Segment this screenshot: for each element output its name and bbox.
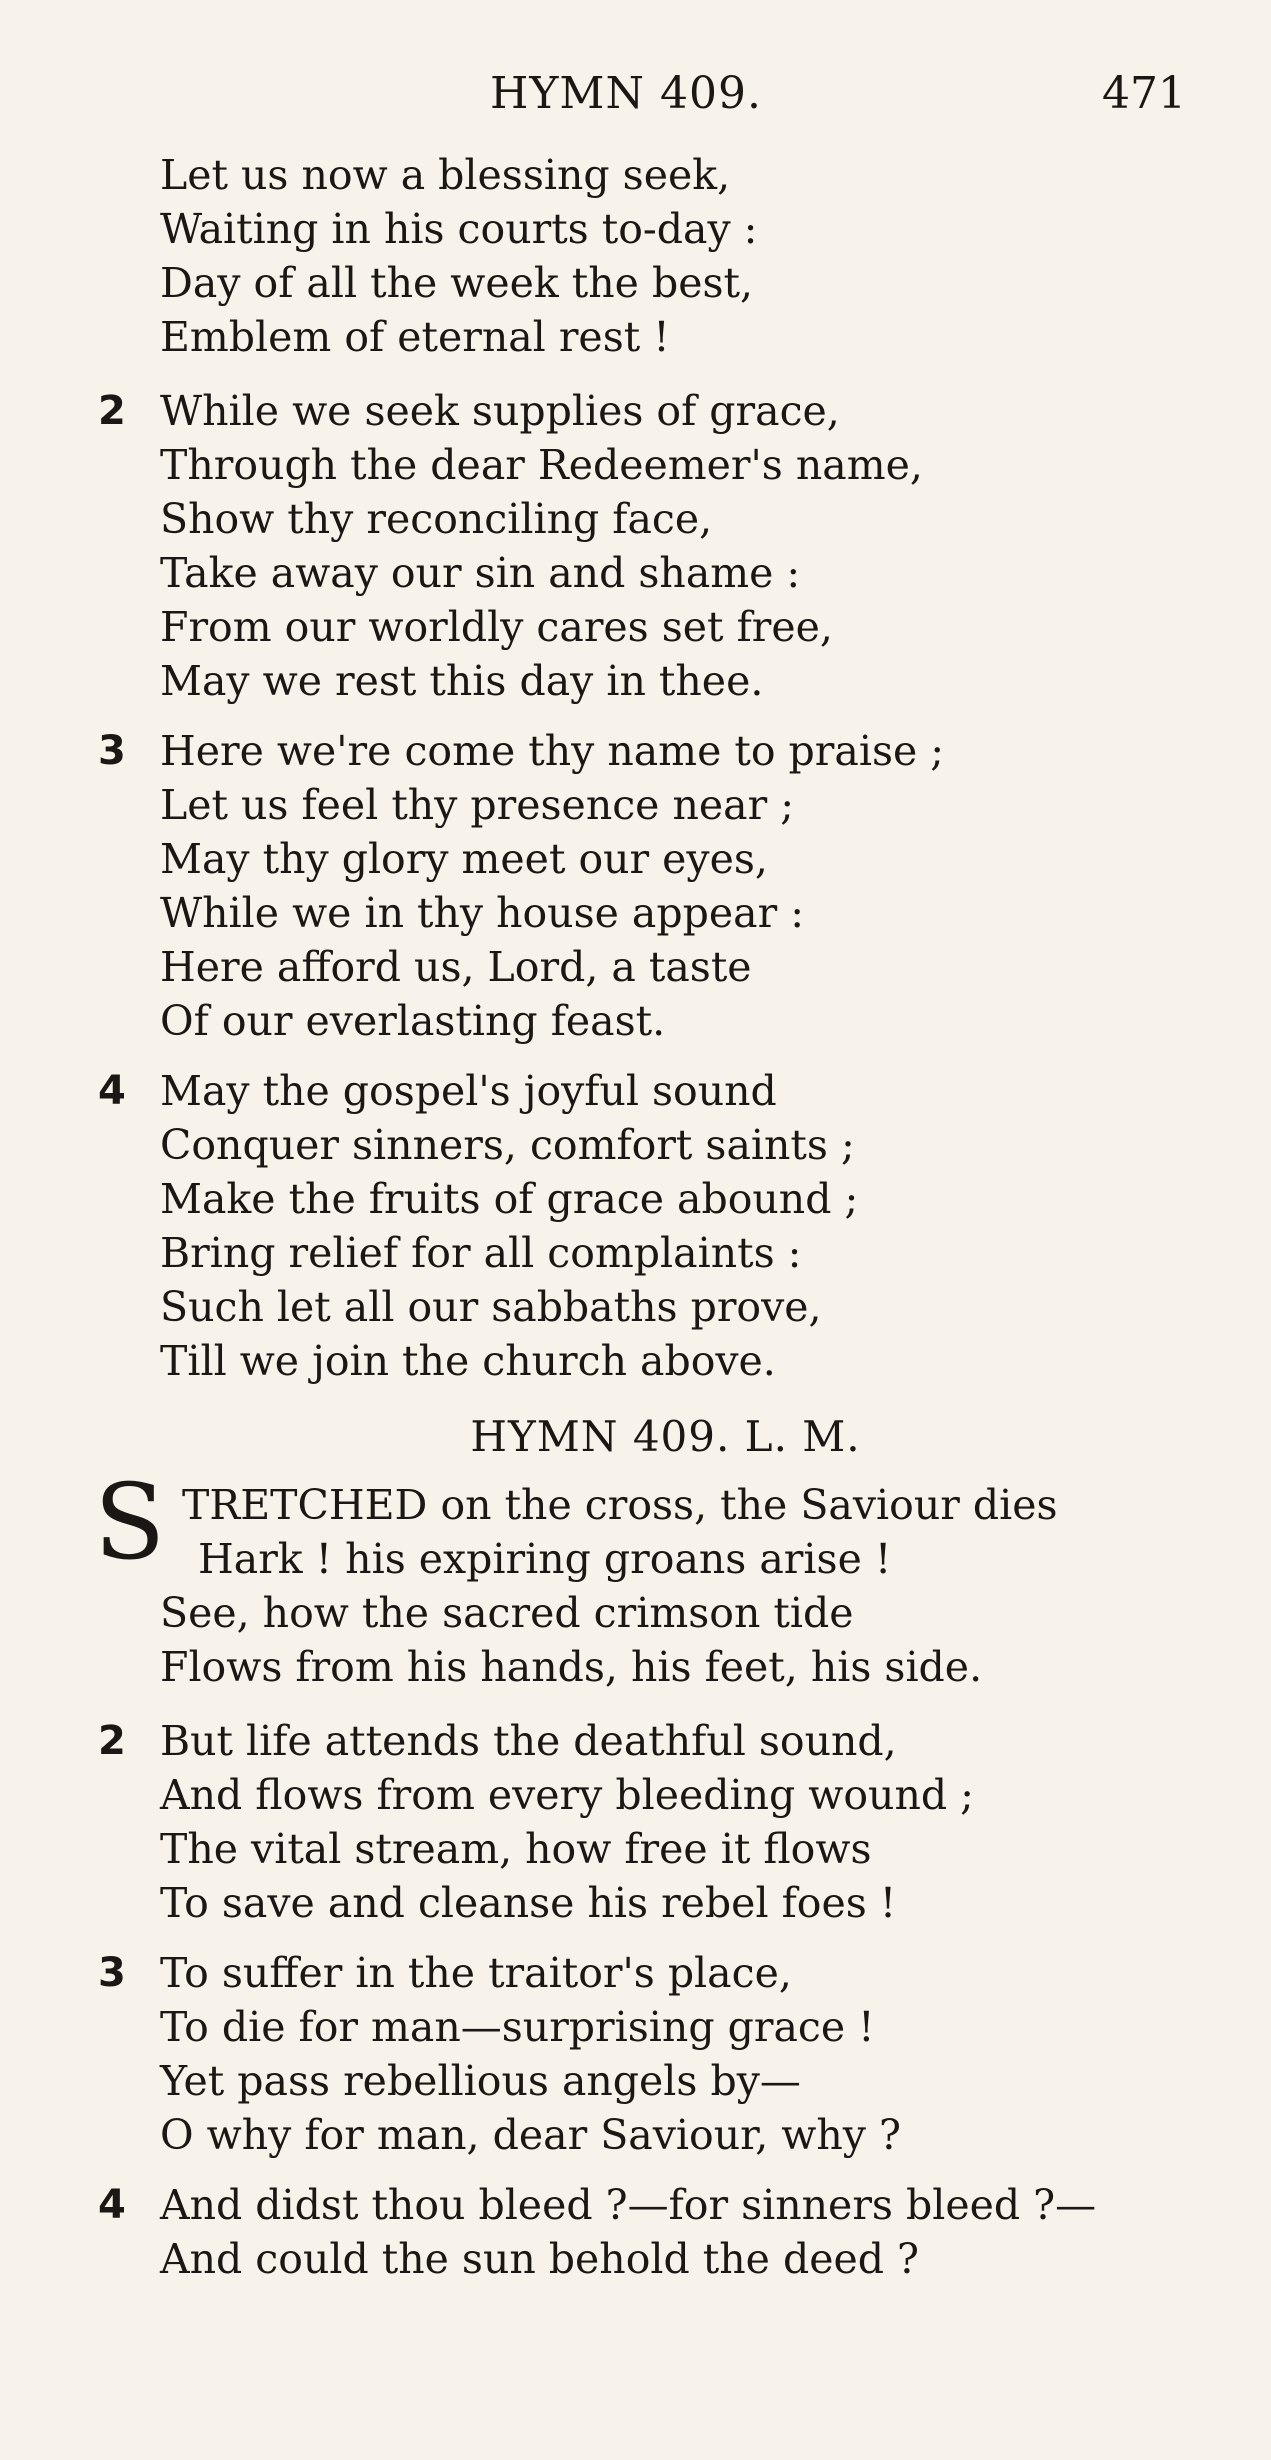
verse-4 — [0, 1064, 1271, 1388]
verse-line: 2 While we seek supplies of grace, — [0, 384, 1271, 438]
verse-number: 4 — [98, 2182, 126, 2228]
verse-line: Let us feel thy presence near ; — [160, 781, 795, 829]
verse-line: Here afford us, Lord, a taste — [160, 943, 752, 991]
verse-line: Of our everlasting feast. — [160, 997, 666, 1045]
verse-line: Emblem of eternal rest ! — [160, 313, 670, 361]
verse-line: Conquer sinners, comfort saints ; — [160, 1121, 855, 1169]
running-head — [0, 68, 1271, 128]
running-title: HYMN 409. — [490, 68, 762, 119]
verse-line: See, how the sacred crimson tide — [160, 1589, 854, 1637]
verse-line: And could the sun behold the deed ? — [160, 2235, 920, 2283]
verse-line: Till we join the church above. — [160, 1337, 776, 1385]
hymn-verse-3 — [0, 1946, 1271, 2162]
verse-line: To save and cleanse his rebel foes ! — [160, 1879, 897, 1927]
verse-line: Flows from his hands, his feet, his side. — [160, 1643, 983, 1691]
verse-line: Yet pass rebellious angels by— — [160, 2057, 801, 2105]
verse-line: Day of all the week the best, — [160, 259, 754, 307]
verse-line: O why for man, dear Saviour, why ? — [160, 2111, 901, 2159]
verse-line: 4 May the gospel's joyful sound — [0, 1064, 1271, 1118]
verse-line: 3 Here we're come thy name to praise ; — [0, 724, 1271, 778]
verse-line: May thy glory meet our eyes, — [160, 835, 768, 883]
verse-line: Hark ! his expiring groans arise ! — [198, 1535, 892, 1583]
verse-line: While we in thy house appear : — [160, 889, 805, 937]
verse-2 — [0, 384, 1271, 708]
verse-number: 3 — [98, 728, 126, 774]
hymn-verse-2 — [0, 1714, 1271, 1930]
verse-number: 4 — [98, 1068, 126, 1114]
verse-number: 3 — [98, 1950, 126, 1996]
verse-3 — [0, 724, 1271, 1048]
verse-line: Make the fruits of grace abound ; — [160, 1175, 859, 1223]
verse-number: 2 — [98, 388, 126, 434]
hymn-heading: HYMN 409. L. M. — [470, 1412, 861, 1461]
verse-line: Through the dear Redeemer's name, — [160, 441, 923, 489]
verse-line: Let us now a blessing seek, — [160, 151, 731, 199]
verse-continuation — [0, 148, 1271, 364]
verse-line: And flows from every bleeding wound ; — [160, 1771, 974, 1819]
hymn-first-line: TRETCHED on the cross, the Saviour dies — [182, 1481, 1058, 1529]
verse-line: 3 To suffer in the traitor's place, — [0, 1946, 1271, 2000]
verse-line: 4 And didst thou bleed ?—for sinners bleed ?— — [0, 2178, 1271, 2232]
verse-line: To die for man—surprising grace ! — [160, 2003, 875, 2051]
hymn-verse-4 — [0, 2178, 1271, 2286]
page-number: 471 — [1102, 68, 1186, 119]
verse-line: May we rest this day in thee. — [160, 657, 764, 705]
verse-line: Take away our sin and shame : — [160, 549, 801, 597]
verse-line: Such let all our sabbaths prove, — [160, 1283, 822, 1331]
verse-line: Show thy reconciling face, — [160, 495, 713, 543]
verse-line: 2 But life attends the deathful sound, — [0, 1714, 1271, 1768]
drop-cap: S — [94, 1461, 166, 1583]
verse-line: Waiting in his courts to-day : — [160, 205, 758, 253]
verse-number: 2 — [98, 1718, 126, 1764]
hymn-verse-1 — [0, 1532, 1271, 1694]
verse-line: Bring relief for all complaints : — [160, 1229, 802, 1277]
verse-line: The vital stream, how free it flows — [160, 1825, 872, 1873]
verse-line: From our worldly cares set free, — [160, 603, 833, 651]
